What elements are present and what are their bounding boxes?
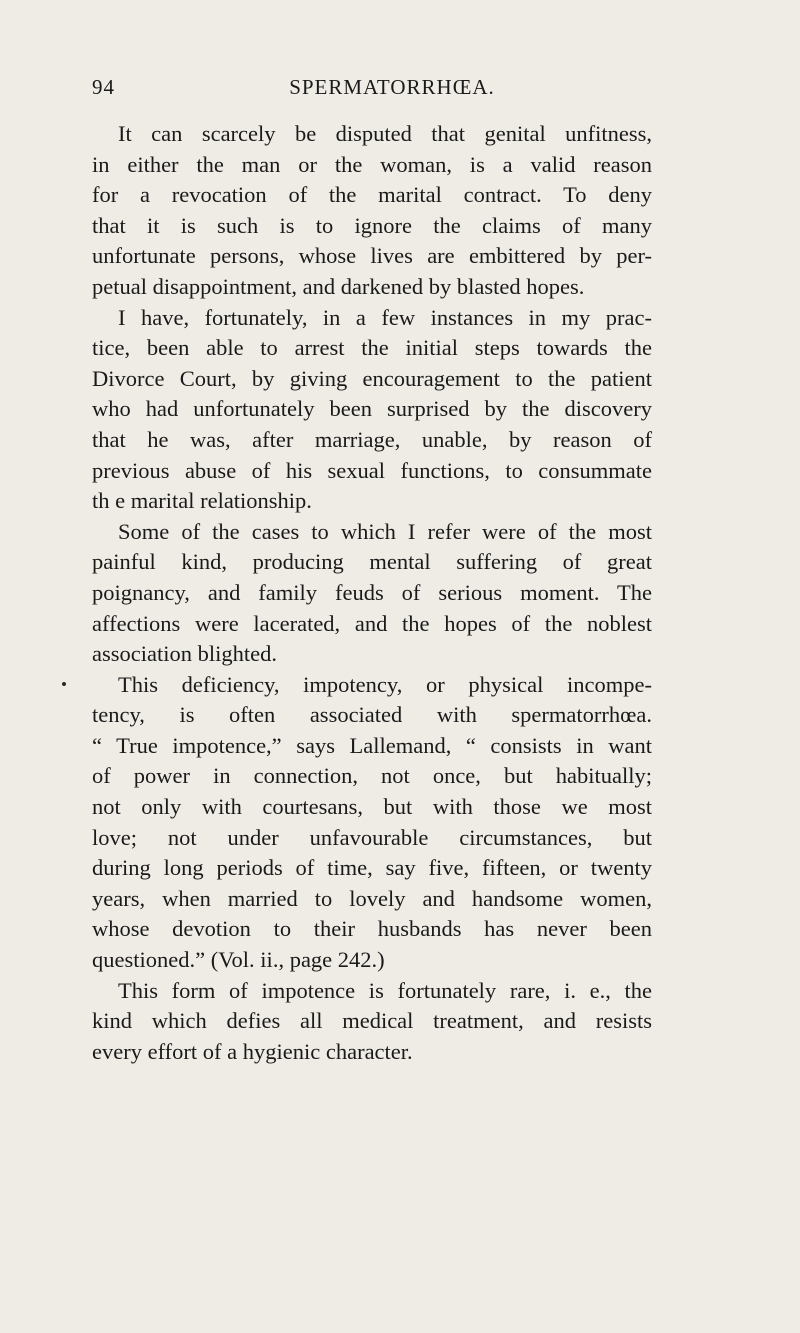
text-line: whose devotion to their husbands has never been (92, 916, 652, 942)
text-line: Divorce Court, by giving encouragement to the patient (92, 365, 652, 391)
text-line: tice, been able to arrest the initial steps towards the (92, 335, 652, 361)
text-line: every effort of a hygienic character. (92, 1038, 413, 1064)
text-line: of power in connection, not once, but habitually; (92, 763, 652, 789)
text-line: This form of impotence is fortunately rare, i. e., the (118, 977, 652, 1003)
paragraph (92, 670, 652, 976)
text-line: during long periods of time, say five, fifteen, or twenty (92, 855, 652, 881)
running-title: SPERMATORRHŒA. (289, 75, 495, 99)
text-line: affections were lacerated, and the hopes of the noblest (92, 610, 652, 636)
text-line: that he was, after marriage, unable, by reason of (92, 426, 652, 452)
paragraph (92, 976, 652, 1068)
text-line: kind which defies all medical treatment, and resists (92, 1008, 652, 1034)
text-line: petual disappointment, and darkened by blasted hopes. (92, 273, 585, 299)
text-line: not only with courtesans, but with those we most (92, 794, 652, 820)
paragraph (92, 303, 652, 517)
text-line: th e marital relationship. (92, 488, 312, 514)
text-line: “ True impotence,” says Lallemand, “ consists in want (92, 732, 652, 758)
paragraph (92, 119, 652, 303)
text-line: in either the man or the woman, is a valid reason (92, 151, 652, 177)
page-number: 94 (92, 75, 115, 99)
text-line: years, when married to lovely and handsome women, (92, 885, 652, 911)
text-line: This deficiency, impotency, or physical incompe- (118, 671, 652, 697)
text-line: for a revocation of the marital contract. To deny (92, 182, 652, 208)
text-line: who had unfortunately been surprised by the discovery (92, 396, 652, 422)
body-text (92, 119, 652, 1067)
text-line: poignancy, and family feuds of serious moment. The (92, 579, 652, 605)
text-line: Some of the cases to which I refer were of the most (118, 518, 652, 544)
text-line: love; not under unfavourable circumstances, but (92, 824, 652, 850)
text-line: I have, fortunately, in a few instances in my prac- (118, 304, 652, 330)
ink-speck (62, 682, 66, 686)
text-line: painful kind, producing mental suffering of great (92, 549, 652, 575)
text-line: previous abuse of his sexual functions, to consummate (92, 457, 652, 483)
text-line: association blighted. (92, 641, 277, 667)
paragraph (92, 517, 652, 670)
text-line: unfortunate persons, whose lives are embittered by per- (92, 243, 652, 269)
text-line: It can scarcely be disputed that genital unfitness, (118, 121, 652, 146)
text-line: questioned.” (Vol. ii., page 242.) (92, 947, 385, 973)
text-line: that it is such is to ignore the claims of many (92, 212, 652, 238)
running-head (92, 75, 652, 105)
text-line: tency, is often associated with spermatorrhœa. (92, 702, 652, 728)
